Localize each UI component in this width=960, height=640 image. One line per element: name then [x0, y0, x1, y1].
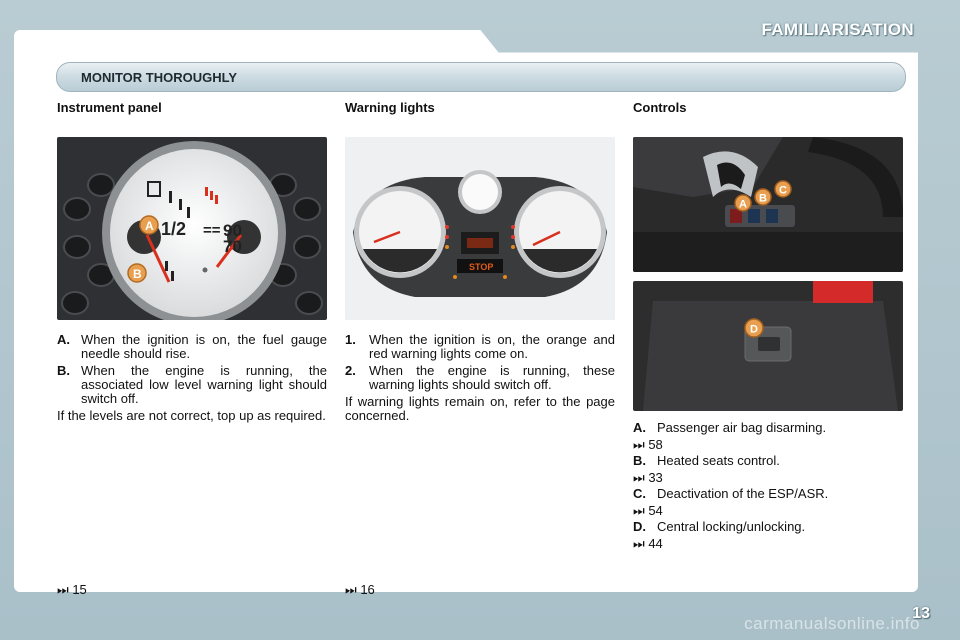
- banner-label: MONITOR THOROUGHLY: [81, 70, 238, 85]
- ref-arrow-icon: ⏭: [633, 535, 645, 551]
- section-banner: [56, 62, 906, 92]
- marker-d: D: [750, 323, 758, 336]
- list-item: D. Central locking/unlocking.: [633, 519, 806, 534]
- list-item: 2. When the engine is running, these warning lights should switch off.: [345, 363, 615, 392]
- watermark: carmanualsonline.info: [744, 614, 920, 633]
- marker-c: C: [779, 184, 787, 197]
- stop-display-text: STOP: [469, 262, 494, 272]
- page-reference: ⏭ 54: [633, 502, 663, 518]
- gauge-temp-low-label: 70: [223, 237, 242, 256]
- marker-b: B: [759, 192, 767, 205]
- page-reference: ⏭ 58: [633, 436, 663, 452]
- controls-text: [633, 420, 903, 552]
- marker-a: A: [145, 219, 154, 233]
- marker-a: A: [739, 198, 747, 211]
- page-reference: ⏭ 44: [633, 535, 663, 551]
- page-reference: ⏭ 16: [345, 582, 375, 597]
- instrument-panel-heading: Instrument panel: [57, 100, 162, 115]
- list-item: B. When the engine is running, the associated low level warning light should switch off.: [57, 363, 327, 406]
- list-item: 1. When the ignition is on, the orange and red warning lights come on.: [345, 332, 615, 361]
- warning-note: If warning lights remain on, refer to the page concerned.: [345, 394, 615, 423]
- list-item: C. Deactivation of the ESP/ASR.: [633, 486, 829, 501]
- controls-photo-dashboard: [633, 137, 903, 272]
- page-reference: ⏭ 15: [57, 582, 87, 597]
- list-item: B. Heated seats control.: [633, 453, 780, 468]
- instrument-panel-photo: [57, 137, 327, 320]
- list-item: A. Passenger air bag disarming.: [633, 420, 827, 435]
- instrument-panel-text: [57, 333, 327, 423]
- marker-b: B: [133, 267, 142, 281]
- gauge-half-label: 1/2: [161, 219, 187, 239]
- gauge-temp-high-label: 90: [223, 221, 242, 240]
- list-item: A. When the ignition is on, the fuel gauge needle should rise.: [57, 332, 327, 361]
- instrument-note: If the levels are not correct, top up as required.: [57, 408, 326, 423]
- warning-lights-text: [345, 333, 615, 423]
- ref-arrow-icon: ⏭: [633, 502, 645, 518]
- ref-arrow-icon: ⏭: [57, 582, 69, 597]
- warning-lights-photo: [345, 137, 615, 320]
- warning-lights-heading: Warning lights: [345, 100, 435, 115]
- ref-arrow-icon: ⏭: [633, 436, 645, 452]
- controls-photo-console: [633, 281, 903, 411]
- svg-text:==: ==: [203, 222, 221, 239]
- section-title: FAMILIARISATION: [761, 20, 914, 39]
- page-number: 13: [912, 605, 930, 622]
- controls-heading: Controls: [633, 100, 687, 115]
- ref-arrow-icon: ⏭: [345, 582, 357, 597]
- ref-arrow-icon: ⏭: [633, 469, 645, 485]
- page-reference: ⏭ 33: [633, 469, 663, 485]
